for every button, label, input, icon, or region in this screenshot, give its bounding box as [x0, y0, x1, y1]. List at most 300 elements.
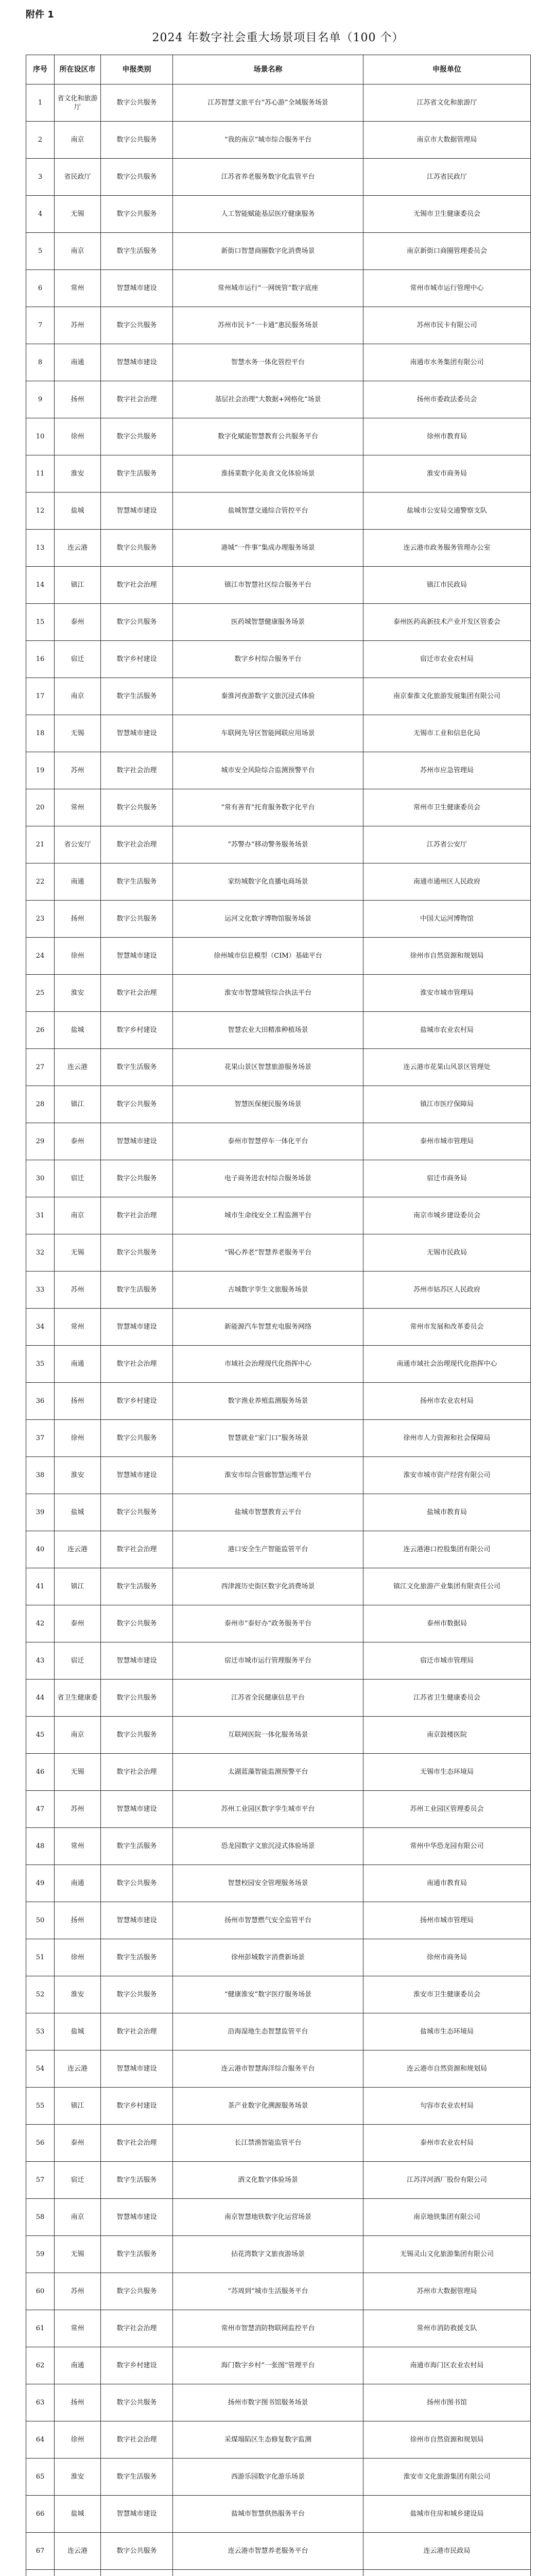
cell-unit: 苏州市大数据管理局: [363, 2273, 531, 2310]
table-row: [26, 1605, 531, 1642]
cell-scene-name: 沿海湿地生态智慧监管平台: [173, 2013, 363, 2050]
cell-category: 数字乡村建设: [101, 2088, 173, 2125]
table-row: [26, 2421, 531, 2459]
cell-no: 4: [26, 196, 55, 233]
cell-city: 省卫生健康委: [55, 1680, 101, 1717]
cell-city: 连云港: [55, 1531, 101, 1568]
table-row: [26, 2347, 531, 2384]
cell-unit: 连云港市民政局: [363, 2533, 531, 2570]
cell-no: 64: [26, 2421, 55, 2459]
cell-unit: 镇江市医疗保障局: [363, 1086, 531, 1123]
table-row: [26, 641, 531, 678]
table-row: [26, 975, 531, 1012]
cell-city: 扬州: [55, 2384, 101, 2421]
cell-no: 53: [26, 2013, 55, 2050]
cell-category: 数字社会治理: [101, 1197, 173, 1234]
table-row: [26, 344, 531, 381]
cell-city: 泰州: [55, 1123, 101, 1160]
cell-unit: 中国大运河博物馆: [363, 901, 531, 938]
cell-city: 淮安: [55, 455, 101, 493]
cell-unit: 苏州市姑苏区人民政府: [363, 1272, 531, 1309]
cell-category: 数字生活服务: [101, 1272, 173, 1309]
cell-no: 52: [26, 1976, 55, 2013]
cell-unit: 连云港港口控股集团有限公司: [363, 1531, 531, 1568]
column-header-unit: 申报单位: [363, 55, 531, 84]
table-row: [26, 567, 531, 604]
table-row: [26, 1568, 531, 1605]
cell-city: 徐州: [55, 1939, 101, 1976]
cell-city: 盐城: [55, 1012, 101, 1049]
cell-city: 淮安: [55, 2459, 101, 2496]
cell-no: 8: [26, 344, 55, 381]
cell-city: 无锡: [55, 196, 101, 233]
cell-category: 数字生活服务: [101, 1049, 173, 1086]
cell-no: 65: [26, 2459, 55, 2496]
cell-city: 宿迁: [55, 641, 101, 678]
cell-scene-name: 南京智慧地铁数字化运营场景: [173, 2199, 363, 2236]
cell-category: 数字公共服务: [101, 1680, 173, 1717]
cell-category: 数字乡村建设: [101, 1012, 173, 1049]
table-row: [26, 938, 531, 975]
cell-city: 连云港: [55, 1049, 101, 1086]
cell-scene-name: “锡心养老”智慧养老服务平台: [173, 1234, 363, 1272]
cell-category: 数字社会治理: [101, 1754, 173, 1791]
cell-category: 数字社会治理: [101, 567, 173, 604]
cell-city: 省文化和旅游厅: [55, 84, 101, 122]
cell-scene-name: 海门数字乡村“一张图”管理平台: [173, 2347, 363, 2384]
cell-no: 33: [26, 1272, 55, 1309]
cell-unit: 盐城市农业农村局: [363, 1012, 531, 1049]
cell-scene-name: 淮安市综合管廊智慧运维平台: [173, 1457, 363, 1494]
cell-category: 数字生活服务: [101, 863, 173, 901]
table-row: [26, 381, 531, 418]
cell-no: 21: [26, 826, 55, 863]
cell-category: 数字乡村建设: [101, 641, 173, 678]
cell-category: 智慧城市建设: [101, 344, 173, 381]
table-row: [26, 122, 531, 159]
cell-scene-name: 连云港市智慧养老服务平台: [173, 2533, 363, 2570]
cell-no: 43: [26, 1642, 55, 1680]
cell-scene-name: 苏州市民卡“一卡通”惠民服务场景: [173, 307, 363, 344]
table-row: [26, 1791, 531, 1828]
cell-no: 27: [26, 1049, 55, 1086]
cell-city: 扬州: [55, 1383, 101, 1420]
cell-city: 盐城: [55, 1494, 101, 1531]
cell-city: 淮安: [55, 975, 101, 1012]
cell-category: 数字公共服务: [101, 307, 173, 344]
table-row: [26, 1457, 531, 1494]
cell-scene-name: 扬州市数字图书馆服务场景: [173, 2384, 363, 2421]
cell-no: 47: [26, 1791, 55, 1828]
cell-city: 常州: [55, 270, 101, 307]
table-row: [26, 1197, 531, 1234]
table-row: [26, 1717, 531, 1754]
cell-category: 智慧城市建设: [101, 1902, 173, 1939]
cell-scene-name: 盐城智慧交通综合管控平台: [173, 493, 363, 530]
cell-unit: 江苏省民政厅: [363, 159, 531, 196]
cell-city: 无锡: [55, 715, 101, 752]
cell-no: 19: [26, 752, 55, 789]
cell-category: 数字公共服务: [101, 122, 173, 159]
cell-unit: 盐城市生态环境局: [363, 2013, 531, 2050]
cell-category: 数字公共服务: [101, 789, 173, 826]
cell-unit: 南京市大数据管理局: [363, 122, 531, 159]
cell-category: 数字公共服务: [101, 1717, 173, 1754]
cell-scene-name: 基层社会治理“大数据+网格化”场景: [173, 381, 363, 418]
cell-unit: 句容市农业农村局: [363, 2088, 531, 2125]
cell-scene-name: 数字化赋能智慧教育公共服务平台: [173, 418, 363, 455]
cell-category: 数字生活服务: [101, 1828, 173, 1865]
cell-no: 45: [26, 1717, 55, 1754]
cell-category: 数字生活服务: [101, 2236, 173, 2273]
cell-scene-name: “苏警办”移动警务服务场景: [173, 826, 363, 863]
table-row: [26, 1531, 531, 1568]
cell-no: 46: [26, 1754, 55, 1791]
cell-category: 数字社会治理: [101, 381, 173, 418]
cell-scene-name: 茶产业数字化溯源服务场景: [173, 2088, 363, 2125]
cell-city: 泰州: [55, 1605, 101, 1642]
table-row: [26, 2384, 531, 2421]
table-row: [26, 2310, 531, 2347]
table-row: [26, 752, 531, 789]
cell-category: 智慧城市建设: [101, 1791, 173, 1828]
cell-no: 56: [26, 2125, 55, 2162]
cell-category: 数字公共服务: [101, 84, 173, 122]
cell-unit: 常州市发展和改革委员会: [363, 1309, 531, 1346]
cell-city: 南京: [55, 1717, 101, 1754]
cell-city: 扬州: [55, 381, 101, 418]
table-row: [26, 2570, 531, 2576]
cell-scene-name: 徐州彭城数字消费新场景: [173, 1939, 363, 1976]
cell-no: 63: [26, 2384, 55, 2421]
cell-scene-name: 车联网先导区智能网联应用场景: [173, 715, 363, 752]
cell-category: 数字公共服务: [101, 1865, 173, 1902]
cell-unit: 常州中华恐龙园有限公司: [363, 1828, 531, 1865]
cell-city: 泰州: [55, 2125, 101, 2162]
cell-unit: 扬州市委政法委员会: [363, 381, 531, 418]
cell-no: 9: [26, 381, 55, 418]
cell-category: 智慧城市建设: [101, 1457, 173, 1494]
cell-city: 盐城: [55, 493, 101, 530]
cell-city: 连云港: [55, 2050, 101, 2088]
cell-city: 镇江: [55, 1086, 101, 1123]
cell-scene-name: 拈花湾数字文旅夜游场景: [173, 2236, 363, 2273]
attachment-label: 附件 1: [26, 9, 54, 20]
cell-unit: 南通市海门区农业农村局: [363, 2347, 531, 2384]
table-row: [26, 1976, 531, 2013]
cell-unit: 无锡市工业和信息化局: [363, 715, 531, 752]
cell-category: 数字公共服务: [101, 901, 173, 938]
cell-category: 数字公共服务: [101, 1420, 173, 1457]
cell-unit: 江苏省卫生健康委员会: [363, 1680, 531, 1717]
cell-unit: [363, 2570, 531, 2576]
table-row: [26, 1012, 531, 1049]
cell-scene-name: 盐城市智慧供热服务平台: [173, 2496, 363, 2533]
cell-city: 无锡: [55, 2236, 101, 2273]
table-row: [26, 901, 531, 938]
cell-scene-name: 常州城市运行“一网统管”数字底座: [173, 270, 363, 307]
cell-no: 12: [26, 493, 55, 530]
cell-no: 22: [26, 863, 55, 901]
cell-unit: 南京新街口商圈管理委员会: [363, 233, 531, 270]
cell-no: 20: [26, 789, 55, 826]
cell-category: 数字社会治理: [101, 2421, 173, 2459]
cell-category: 智慧城市建设: [101, 1642, 173, 1680]
cell-unit: 徐州市自然资源和规划局: [363, 2421, 531, 2459]
cell-category: 数字社会治理: [101, 2125, 173, 2162]
cell-unit: 扬州市图书馆: [363, 2384, 531, 2421]
cell-no: 60: [26, 2273, 55, 2310]
cell-category: 智慧城市建设: [101, 270, 173, 307]
cell-city: 盐城: [55, 2013, 101, 2050]
cell-scene-name: “健康淮安”数字医疗服务场景: [173, 1976, 363, 2013]
cell-scene-name: 泰州市智慧停车一体化平台: [173, 1123, 363, 1160]
cell-unit: 徐州市教育局: [363, 418, 531, 455]
cell-no: 17: [26, 678, 55, 715]
cell-city: [55, 2570, 101, 2576]
cell-unit: 盐城市教育局: [363, 1494, 531, 1531]
cell-city: 南通: [55, 344, 101, 381]
cell-city: 镇江: [55, 1568, 101, 1605]
cell-city: 徐州: [55, 2421, 101, 2459]
cell-no: 57: [26, 2162, 55, 2199]
cell-scene-name: 连云港市智慧海洋综合服务平台: [173, 2050, 363, 2088]
cell-unit: 常州市卫生健康委员会: [363, 789, 531, 826]
cell-scene-name: 淮安市智慧城管综合执法平台: [173, 975, 363, 1012]
cell-city: 常州: [55, 1828, 101, 1865]
cell-no: 13: [26, 530, 55, 567]
table-row: [26, 2162, 531, 2199]
cell-scene-name: 西津渡历史街区数字化消费场景: [173, 1568, 363, 1605]
cell-city: 南京: [55, 1197, 101, 1234]
cell-scene-name: 市域社会治理现代化指挥中心: [173, 1346, 363, 1383]
cell-no: 24: [26, 938, 55, 975]
cell-category: 数字公共服务: [101, 530, 173, 567]
table-row: [26, 2199, 531, 2236]
cell-scene-name: 新街口智慧商圈数字化消费场景: [173, 233, 363, 270]
cell-scene-name: 智慧校园安全管理服务场景: [173, 1865, 363, 1902]
cell-category: 数字生活服务: [101, 1939, 173, 1976]
cell-unit: 宿迁市城市管理局: [363, 1642, 531, 1680]
cell-category: 数字社会治理: [101, 2310, 173, 2347]
cell-no: 25: [26, 975, 55, 1012]
table-row: [26, 2236, 531, 2273]
table-row: [26, 1865, 531, 1902]
cell-unit: 泰州医药高新技术产业开发区管委会: [363, 604, 531, 641]
cell-category: 数字公共服务: [101, 196, 173, 233]
cell-category: 数字生活服务: [101, 455, 173, 493]
cell-no: 16: [26, 641, 55, 678]
table-row: [26, 1754, 531, 1791]
cell-no: 44: [26, 1680, 55, 1717]
cell-no: 34: [26, 1309, 55, 1346]
cell-category: 智慧城市建设: [101, 2050, 173, 2088]
cell-city: 宿迁: [55, 1160, 101, 1197]
table-row: [26, 863, 531, 901]
table-row: [26, 2013, 531, 2050]
column-header-no: 序号: [26, 55, 55, 84]
cell-category: 智慧城市建设: [101, 1309, 173, 1346]
cell-scene-name: 太湖蓝藻智能监测预警平台: [173, 1754, 363, 1791]
table-row: [26, 1309, 531, 1346]
cell-city: 淮安: [55, 1457, 101, 1494]
cell-unit: 镇江市民政局: [363, 567, 531, 604]
cell-no: 26: [26, 1012, 55, 1049]
cell-unit: 徐州市商务局: [363, 1939, 531, 1976]
cell-unit: 南通市水务集团有限公司: [363, 344, 531, 381]
cell-scene-name: 城市生命线安全工程监测平台: [173, 1197, 363, 1234]
cell-no: 31: [26, 1197, 55, 1234]
table-row: [26, 1828, 531, 1865]
table-row: [26, 1680, 531, 1717]
cell-category: 数字社会治理: [101, 2013, 173, 2050]
cell-scene-name: 江苏智慧文旅平台“苏心游”全域服务场景: [173, 84, 363, 122]
cell-unit: 宿迁市商务局: [363, 1160, 531, 1197]
table-row: [26, 2459, 531, 2496]
cell-unit: 南通市教育局: [363, 1865, 531, 1902]
cell-city: 南京: [55, 678, 101, 715]
cell-no: 67: [26, 2533, 55, 2570]
cell-unit: 常州市城市运行管理中心: [363, 270, 531, 307]
table-body: [26, 84, 531, 2576]
cell-city: 苏州: [55, 752, 101, 789]
cell-category: 数字公共服务: [101, 2533, 173, 2570]
cell-category: 智慧城市建设: [101, 2199, 173, 2236]
cell-no: 48: [26, 1828, 55, 1865]
cell-no: 29: [26, 1123, 55, 1160]
cell-city: 苏州: [55, 1791, 101, 1828]
cell-city: 南通: [55, 1346, 101, 1383]
cell-category: 数字生活服务: [101, 233, 173, 270]
cell-scene-name: 运河文化数字博物馆服务场景: [173, 901, 363, 938]
cell-scene-name: 智慧医保便民服务场景: [173, 1086, 363, 1123]
cell-unit: 淮安市城市管理局: [363, 975, 531, 1012]
cell-city: 连云港: [55, 530, 101, 567]
cell-city: 淮安: [55, 1976, 101, 2013]
table-row: [26, 678, 531, 715]
cell-scene-name: 智慧水务一体化管控平台: [173, 344, 363, 381]
cell-city: 苏州: [55, 1272, 101, 1309]
cell-unit: 淮安市卫生健康委员会: [363, 1976, 531, 2013]
cell-no: 11: [26, 455, 55, 493]
cell-category: 数字社会治理: [101, 975, 173, 1012]
table-row: [26, 715, 531, 752]
cell-unit: 泰州市农业农村局: [363, 2125, 531, 2162]
cell-category: [101, 2570, 173, 2576]
cell-category: 数字社会治理: [101, 1346, 173, 1383]
cell-unit: 苏州市民卡有限公司: [363, 307, 531, 344]
cell-scene-name: 镇江市智慧社区综合服务平台: [173, 567, 363, 604]
table-row: [26, 455, 531, 493]
cell-unit: 扬州市城市管理局: [363, 1902, 531, 1939]
cell-unit: 宿迁市农业农村局: [363, 641, 531, 678]
cell-no: 6: [26, 270, 55, 307]
table-row: [26, 233, 531, 270]
cell-city: 南京: [55, 122, 101, 159]
cell-no: 7: [26, 307, 55, 344]
cell-unit: 苏州工业园区管理委员会: [363, 1791, 531, 1828]
cell-scene-name: 医药城智慧健康服务场景: [173, 604, 363, 641]
cell-scene-name: 江苏省养老服务数字化监管平台: [173, 159, 363, 196]
cell-no: 62: [26, 2347, 55, 2384]
table-row: [26, 1383, 531, 1420]
table-row: [26, 826, 531, 863]
cell-unit: 无锡灵山文化旅游集团有限公司: [363, 2236, 531, 2273]
table-row: [26, 2533, 531, 2570]
cell-scene-name: 新能源汽车智慧充电服务网络: [173, 1309, 363, 1346]
cell-category: 数字乡村建设: [101, 2347, 173, 2384]
cell-unit: 苏州市应急管理局: [363, 752, 531, 789]
cell-category: 智慧城市建设: [101, 493, 173, 530]
cell-category: 数字公共服务: [101, 159, 173, 196]
cell-scene-name: 城市安全风险综合监测预警平台: [173, 752, 363, 789]
cell-city: 苏州: [55, 2273, 101, 2310]
cell-scene-name: “苏周到”城市生活服务平台: [173, 2273, 363, 2310]
cell-scene-name: “我的南京”城市综合服务平台: [173, 122, 363, 159]
cell-unit: 连云港市自然资源和规划局: [363, 2050, 531, 2088]
cell-unit: 无锡市生态环境局: [363, 1754, 531, 1791]
cell-unit: 江苏省文化和旅游厅: [363, 84, 531, 122]
table-row: [26, 2125, 531, 2162]
cell-city: 泰州: [55, 604, 101, 641]
table-row: [26, 1234, 531, 1272]
cell-city: 省民政厅: [55, 159, 101, 196]
cell-unit: 淮安市商务局: [363, 455, 531, 493]
cell-scene-name: 酒文化数字体验场景: [173, 2162, 363, 2199]
cell-unit: 南京鼓楼医院: [363, 1717, 531, 1754]
table-row: [26, 159, 531, 196]
cell-category: 数字公共服务: [101, 1605, 173, 1642]
cell-category: 数字生活服务: [101, 678, 173, 715]
cell-city: 徐州: [55, 938, 101, 975]
table-row: [26, 84, 531, 122]
cell-category: 智慧城市建设: [101, 1123, 173, 1160]
cell-scene-name: 扬州市智慧燃气安全监管平台: [173, 1902, 363, 1939]
table-row: [26, 2050, 531, 2088]
cell-city: 常州: [55, 1309, 101, 1346]
cell-scene-name: 数字渔业养殖监测服务场景: [173, 1383, 363, 1420]
cell-no: 5: [26, 233, 55, 270]
table-row: [26, 1939, 531, 1976]
cell-unit: 徐州市人力资源和社会保障局: [363, 1420, 531, 1457]
cell-scene-name: [173, 2570, 363, 2576]
table-row: [26, 530, 531, 567]
cell-scene-name: 人工智能赋能基层医疗健康服务: [173, 196, 363, 233]
cell-scene-name: 长江禁渔智能监管平台: [173, 2125, 363, 2162]
cell-no: 18: [26, 715, 55, 752]
cell-category: 数字社会治理: [101, 826, 173, 863]
cell-city: 镇江: [55, 2088, 101, 2125]
cell-city: 苏州: [55, 307, 101, 344]
table-row: [26, 1420, 531, 1457]
table-row: [26, 1049, 531, 1086]
cell-no: 35: [26, 1346, 55, 1383]
cell-category: 智慧城市建设: [101, 715, 173, 752]
cell-scene-name: 盐城市智慧教育云平台: [173, 1494, 363, 1531]
cell-no: 37: [26, 1420, 55, 1457]
table-row: [26, 2273, 531, 2310]
cell-no: 10: [26, 418, 55, 455]
cell-unit: 盐城市公安局交通警察支队: [363, 493, 531, 530]
cell-city: 南京: [55, 233, 101, 270]
cell-city: 徐州: [55, 1420, 101, 1457]
cell-no: 28: [26, 1086, 55, 1123]
cell-category: 数字生活服务: [101, 2162, 173, 2199]
cell-unit: 南京市城乡建设委员会: [363, 1197, 531, 1234]
cell-unit: 无锡市民政局: [363, 1234, 531, 1272]
cell-scene-name: 采煤塌陷区生态修复数字监测: [173, 2421, 363, 2459]
cell-unit: 淮安市文化旅游集团有限公司: [363, 2459, 531, 2496]
